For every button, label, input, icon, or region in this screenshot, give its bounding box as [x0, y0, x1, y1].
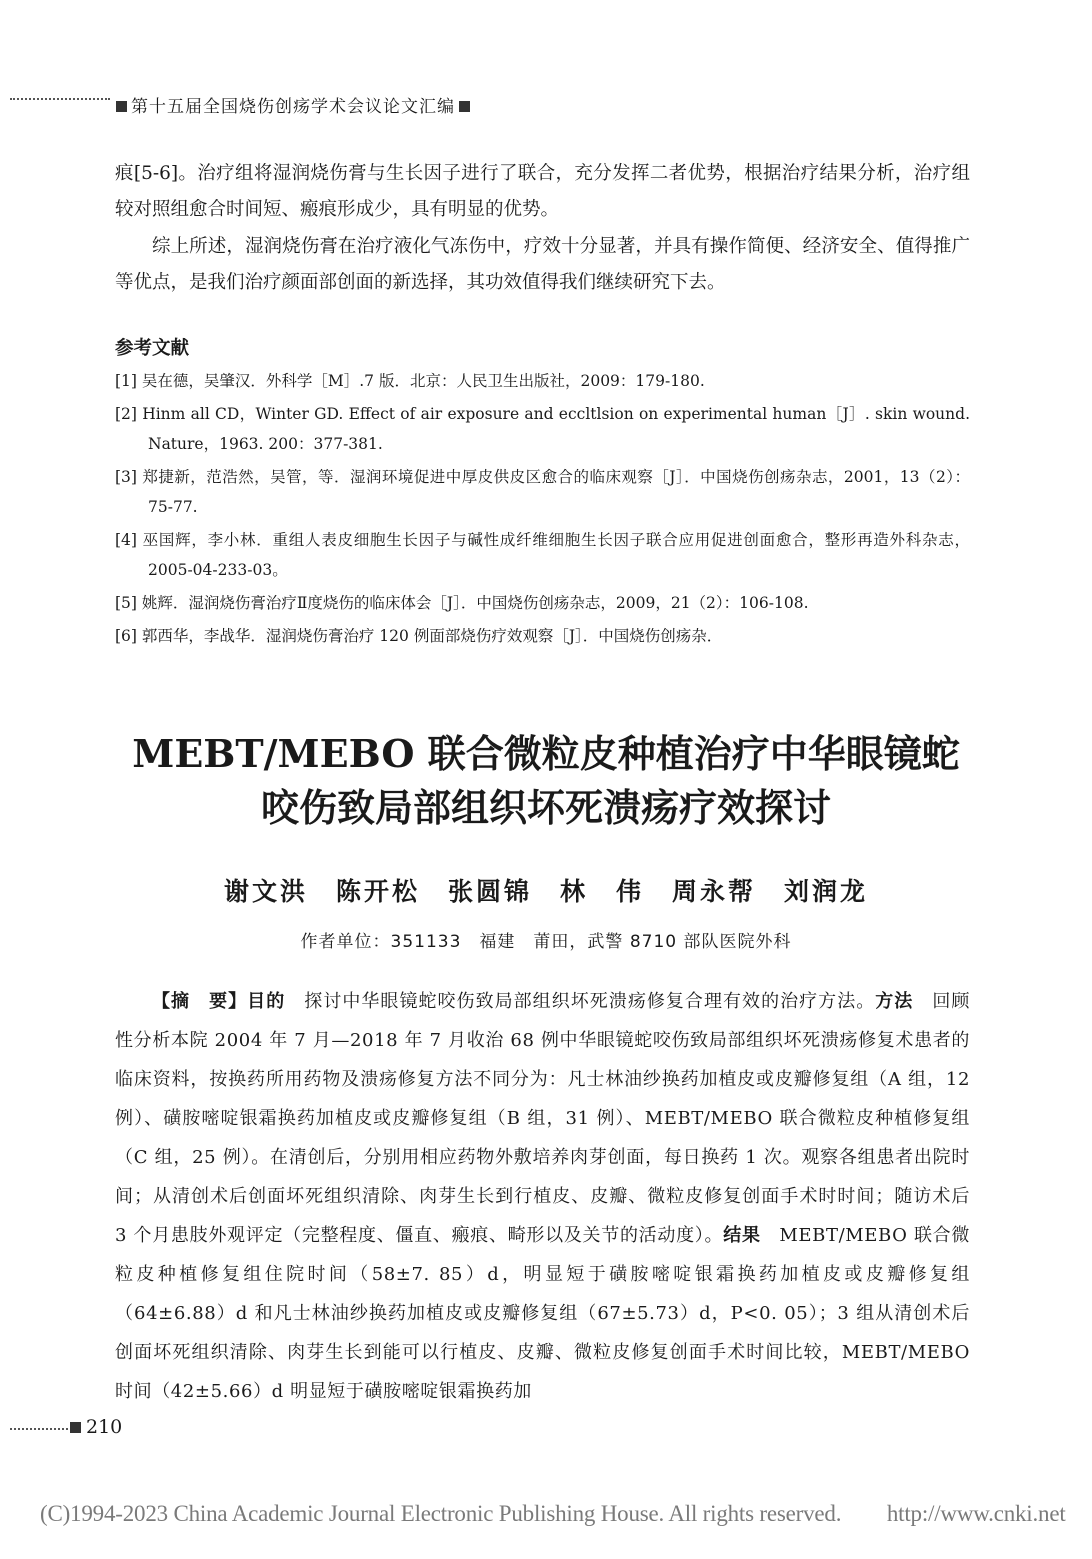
purpose-label: 目的	[247, 991, 286, 1012]
reference-item: [1] 吴在德，吴肇汉．外科学［M］.7 版．北京：人民卫生出版社，2009：179-180.	[115, 372, 705, 390]
method-label: 方法	[875, 991, 914, 1012]
purpose-text: 探讨中华眼镜蛇咬伤致局部组织坏死溃疡修复合理有效的治疗方法。	[285, 991, 876, 1012]
author-list: 谢文洪 陈开松 张圆锦 林 伟 周永帮 刘润龙	[223, 877, 868, 906]
square-bullet-icon	[459, 101, 470, 112]
prev-article-paragraph-2: 综上所述，湿润烧伤膏在治疗液化气冻伤中，疗效十分显著，并具有操作简便、经济安全、值得推广等优点，是我们治疗颜面部创面的新选择，其功效值得我们继续研究下去。	[115, 236, 970, 293]
footer-dotted-rule	[10, 1428, 68, 1430]
article-title-line-2: 咬伤致局部组织坏死溃疡疗效探讨	[260, 785, 831, 830]
header-dotted-rule	[10, 98, 110, 100]
author-affiliation: 作者单位：351133 福建 莆田，武警 8710 部队医院外科	[300, 932, 792, 952]
reference-item: [6] 郭西华，李战华．湿润烧伤膏治疗 120 例面部烧伤疗效观察［J］．中国烧伤创疡杂．	[115, 627, 723, 645]
article-title	[0, 727, 1092, 835]
reference-item: [3] 郑捷新，范浩然，吴管，等．湿润环境促进中厚皮供皮区愈合的临床观察［J］．中国烧伤创疡杂志，2001，13（2）：75-77.	[115, 468, 970, 516]
prev-article-paragraph-1: 痕[5-6]。治疗组将湿润烧伤膏与生长因子进行了联合，充分发挥二者优势，根据治疗结果分析，治疗组较对照组愈合时间短、瘢痕形成少，具有明显的优势。	[115, 163, 970, 220]
result-label: 结果	[723, 1225, 761, 1246]
square-bullet-icon	[70, 1422, 81, 1433]
reference-item: [2] Hinm all CD，Winter GD. Effect of air exposure and eccltlsion on experimental human［J］. skin wound. Nature，1963. 200：377-381.	[115, 405, 970, 453]
abstract	[115, 982, 970, 1411]
reference-item: [4] 巫国辉，李小林．重组人表皮细胞生长因子与碱性成纤维细胞生长因子联合应用促进创面愈合，整形再造外科杂志，2005-04-233-03。	[115, 531, 970, 579]
header-text	[112, 92, 474, 117]
references-heading: 参考文献	[115, 338, 190, 359]
page-number: 210	[86, 1416, 123, 1438]
reference-list	[115, 366, 970, 654]
square-bullet-icon	[116, 101, 127, 112]
abstract-label: 【摘 要】	[152, 991, 248, 1012]
reference-item: [5] 姚辉．湿润烧伤膏治疗Ⅱ度烧伤的临床体会［J］．中国烧伤创疡杂志，2009，21（2）：106-108.	[115, 594, 809, 612]
result-text: MEBT/MEBO 联合微粒皮种植修复组住院时间（58±7. 85）d，明显短于磺胺嘧啶银霜换药加植皮或皮瓣修复组（64±6.88）d 和凡士林油纱换药加植皮或皮瓣修复组（67±5.73）d，P<0. 05）；3 组从清创术后创面坏死组织清除、肉芽生长到能可以行植皮、皮瓣、微粒皮修复创面手术时间比较，MEBT/MEBO 时间（42±5.66）d 明显短于磺胺嘧啶银霜换药加	[115, 1225, 970, 1402]
method-text: 回顾性分析本院 2004 年 7 月—2018 年 7 月收治 68 例中华眼镜蛇咬伤致局部组织坏死溃疡修复术患者的临床资料，按换药所用药物及溃疡修复方法不同分为：凡士林油纱换药加植皮或皮瓣修复组（A 组，12 例）、磺胺嘧啶银霜换药加植皮或皮瓣修复组（B 组，31 例）、MEBT/MEBO 联合微粒皮种植修复组（C 组，25 例）。在清创后，分别用相应药物外敷培养肉芽创面，每日换药 1 次。观察各组患者出院时间；从清创术后创面坏死组织清除、肉芽生长到行植皮、皮瓣、微粒皮修复创面手术时时间；随访术后 3 个月患肢外观评定（完整程度、僵直、瘢痕、畸形以及关节的活动度）。	[115, 991, 971, 1246]
article-title-line-1: MEBT/MEBO 联合微粒皮种植治疗中华眼镜蛇	[132, 731, 960, 776]
running-header	[0, 92, 1092, 116]
copyright-notice: (C)1994-2023 China Academic Journal Electronic Publishing House. All rights reserved. http://www.cnki.net	[40, 1501, 1066, 1526]
header-title: 第十五届全国烧伤创疡学术会议论文汇编	[131, 97, 455, 117]
